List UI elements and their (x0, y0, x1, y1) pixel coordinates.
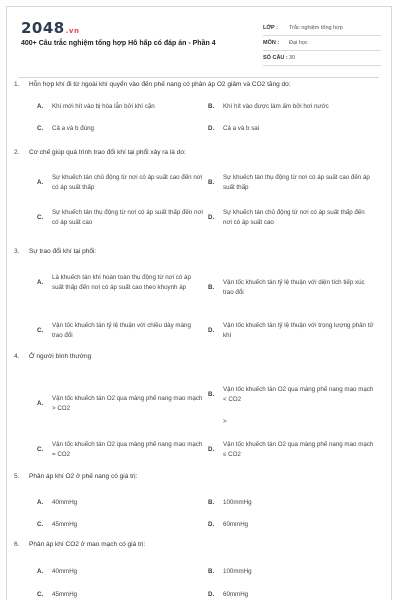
question-text: Phân áp khí CO2 ở mao mạch có giá trị: (29, 541, 146, 548)
meta-value: Trắc nghiệm tổng hợp (289, 25, 343, 31)
option-text: Sự khuếch tán thụ động từ nơi có áp suất thấp đến nơi có áp suất cao (52, 209, 203, 226)
question-stem (14, 247, 374, 256)
question-text: Phân áp khí O2 ở phế nang có giá trị: (29, 473, 138, 480)
option-letter: C. (37, 125, 44, 132)
header-divider (19, 77, 379, 78)
option-letter: A. (37, 399, 44, 407)
option-c[interactable] (37, 440, 203, 459)
question-number: 1. (14, 81, 20, 88)
question-number: 6. (14, 541, 20, 548)
option-b[interactable] (208, 173, 374, 192)
option-d[interactable] (208, 321, 374, 340)
question-1 (14, 80, 374, 132)
option-text: 40mmHg (52, 499, 78, 506)
option-letter: B. (208, 103, 215, 110)
meta-label: MÔN : (263, 40, 280, 46)
option-text: Là khuếch tán khí hoàn toàn thụ động từ nơi có áp suất thấp đến nơi có áp suất cao theo khuynh áp (52, 274, 191, 291)
option-text: 45mmHg (52, 591, 78, 598)
option-c[interactable] (37, 124, 203, 134)
option-letter: C. (37, 445, 44, 453)
option-text: Cả a và b đúng (52, 125, 94, 132)
meta-label: LỚP : (263, 25, 278, 31)
option-text: Sự khuếch tán chủ động từ nơi có áp suất cao đến nơi có áp suất thấp (52, 174, 203, 191)
option-letter: C. (37, 213, 44, 221)
option-letter: C. (37, 591, 44, 598)
question-number: 2. (14, 149, 20, 156)
option-d[interactable] (208, 124, 374, 134)
option-text: Vận tốc khuếch tán O2 qua màng phế nang mao mạch = CO2 (52, 441, 203, 458)
meta-row-class (263, 21, 381, 36)
option-b[interactable] (208, 102, 374, 112)
option-a[interactable] (37, 273, 203, 292)
option-letter: C. (37, 326, 44, 334)
logo-text: 2048 (21, 19, 65, 37)
option-text: Vận tốc khuếch tán O2 qua màng phế nang mao mạch < CO2 (223, 386, 374, 403)
question-number: 5. (14, 473, 20, 480)
option-text: Vận tốc khuếch tán tỷ lệ thuận với trọng lượng phân tử khí (223, 322, 374, 339)
option-letter: D. (208, 591, 215, 598)
question-stem (14, 80, 374, 89)
worksheet-page (6, 6, 392, 600)
option-letter: A. (37, 278, 44, 286)
option-text: 100mmHg (223, 568, 252, 575)
option-extra-text: > (223, 418, 227, 425)
question-text: Sự trao đổi khí tại phổi: (29, 248, 97, 255)
option-letter: B. (208, 390, 215, 398)
question-5 (14, 472, 374, 528)
question-stem (14, 540, 374, 549)
option-a[interactable] (37, 173, 203, 192)
option-d[interactable] (208, 440, 374, 459)
document-meta (263, 21, 381, 66)
option-text: Vận tốc khuếch tán O2 qua màng phế nang mao mạch > CO2 (52, 395, 203, 412)
meta-label: SỐ CÂU : (263, 55, 288, 61)
option-b[interactable] (208, 385, 374, 404)
question-number: 4. (14, 353, 20, 360)
option-c[interactable] (37, 520, 203, 530)
option-a[interactable] (37, 102, 203, 112)
option-letter: A. (37, 178, 44, 186)
option-text: Khí hít vào được làm ấm bởi hơi nước (223, 103, 329, 110)
page-title: 400+ Câu trắc nghiệm tổng hợp Hô hấp có đáp án - Phần 4 (21, 40, 216, 47)
question-text: Cơ chế giúp quá trình trao đổi khí tại phổi xảy ra là do: (29, 149, 186, 156)
meta-value: 30 (289, 55, 296, 61)
option-text: 40mmHg (52, 568, 78, 575)
option-b[interactable] (208, 278, 374, 297)
option-letter: B. (208, 499, 215, 506)
option-letter: D. (208, 125, 215, 132)
option-letter: A. (37, 568, 44, 575)
question-3 (14, 247, 374, 339)
option-letter: D. (208, 445, 215, 453)
option-letter: B. (208, 283, 215, 291)
question-stem (14, 148, 374, 157)
option-c[interactable] (37, 590, 203, 600)
option-letter: D. (208, 521, 215, 528)
question-text: Hỗn hợp khí đi từ ngoài khí quyển vào đến phế nang có phân áp O2 giảm và CO2 tăng do: (29, 81, 291, 88)
question-2 (14, 148, 374, 226)
question-stem (14, 352, 374, 361)
option-letter: B. (208, 178, 215, 186)
option-letter: A. (37, 499, 44, 506)
question-text: Ở người bình thường (29, 353, 92, 360)
option-c[interactable] (37, 321, 203, 340)
option-text: 60mmHg (223, 591, 249, 598)
meta-value: Đại học (289, 40, 308, 46)
question-6 (14, 540, 374, 598)
question-stem (14, 472, 374, 481)
meta-row-count (263, 51, 381, 66)
option-text: Khí mới hít vào bị hòa lẫn bởi khí cặn (52, 103, 155, 110)
option-c[interactable] (37, 208, 203, 227)
option-d[interactable] (208, 590, 374, 600)
option-letter: A. (37, 103, 44, 110)
option-text: 100mmHg (223, 499, 252, 506)
option-d[interactable] (208, 208, 374, 227)
meta-row-subject (263, 36, 381, 51)
option-text: 60mmHg (223, 521, 249, 528)
question-number: 3. (14, 248, 20, 255)
question-4 (14, 352, 374, 458)
option-b[interactable] (208, 498, 374, 508)
option-text: Sự khuếch tán thụ động từ nơi có áp suất cao đến áp suất thấp (223, 174, 370, 191)
option-letter: C. (37, 521, 44, 528)
option-letter: B. (208, 568, 215, 575)
option-a[interactable] (37, 567, 203, 577)
logo-suffix: .vn (65, 27, 80, 35)
option-a[interactable] (37, 498, 203, 508)
option-text: Sự khuếch tán chủ động từ nơi có áp suất thấp đến nơi có áp suất cao (223, 209, 365, 226)
option-text: 45mmHg (52, 521, 78, 528)
option-b-extra (223, 417, 389, 427)
page-header (7, 7, 391, 77)
option-a[interactable] (37, 394, 203, 413)
option-text: Vận tốc khuếch tán O2 qua màng phế nang mao mạch ≤ CO2 (223, 441, 374, 458)
option-b[interactable] (208, 567, 374, 577)
site-logo[interactable] (21, 19, 79, 37)
option-d[interactable] (208, 520, 374, 530)
option-text: Cả a và b sai (223, 125, 260, 132)
option-letter: D. (208, 326, 215, 334)
option-text: Vận tốc khuếch tán tỷ lệ thuận với chiều dày màng trao đổi (52, 322, 191, 339)
option-text: Vận tốc khuếch tán tỷ lệ thuận với diện tích tiếp xúc trao đổi (223, 279, 365, 296)
option-letter: D. (208, 213, 215, 221)
